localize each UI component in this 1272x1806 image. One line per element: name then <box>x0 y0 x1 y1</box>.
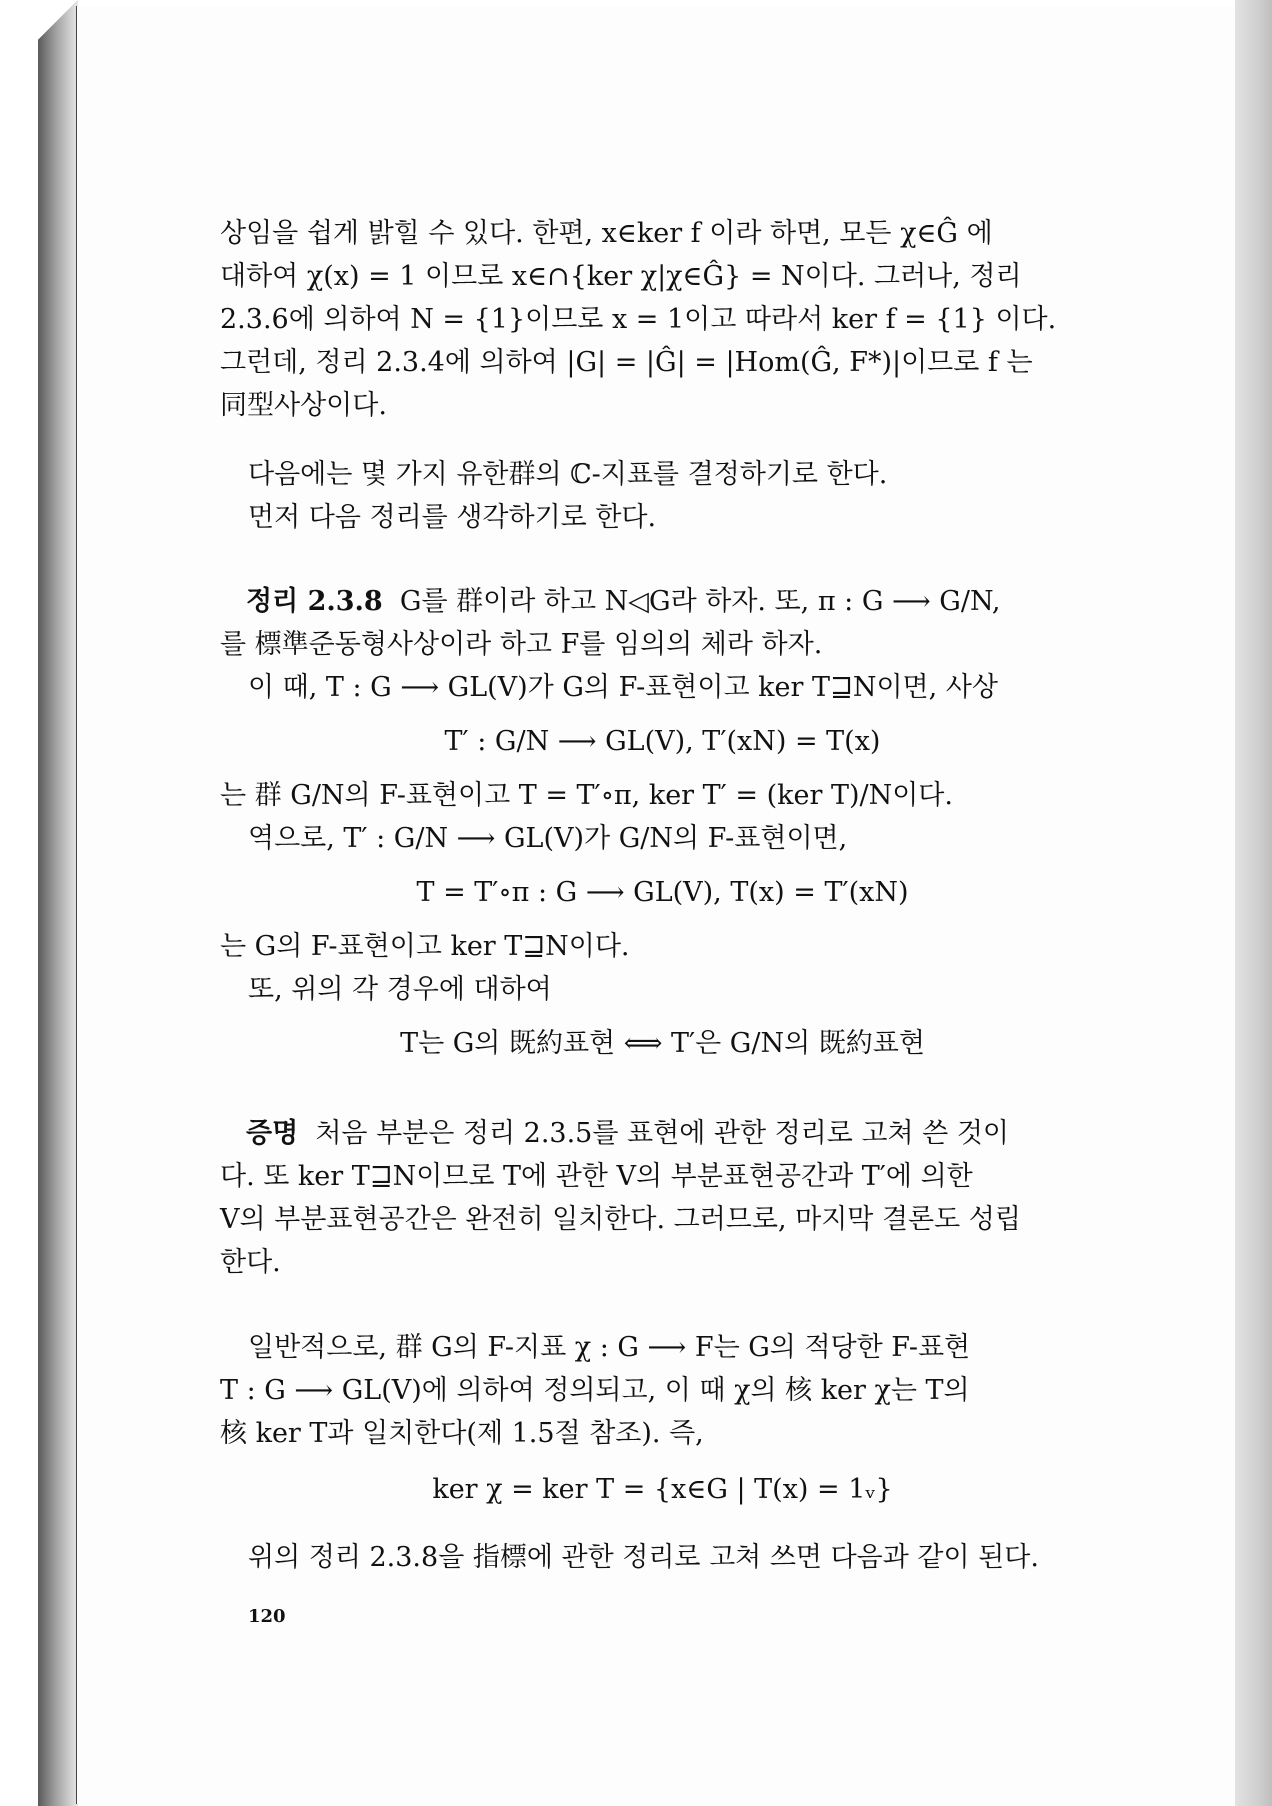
display-formula: ker χ = ker T = {x∈G | T(x) = 1ᵥ} <box>432 1474 893 1505</box>
theorem-label: 정리 2.3.8 <box>246 586 383 617</box>
text-line: 는 G의 F-표현이고 ker T⊒N이다. <box>220 931 630 962</box>
book-corner <box>38 0 78 40</box>
text-line: 한다. <box>220 1247 281 1278</box>
text-line: 2.3.6에 의하여 N = {1}이므로 x = 1이고 따라서 ker f = {1} 이다. <box>220 304 1057 335</box>
display-formula: T = T′∘π : G ⟶ GL(V), T(x) = T′(xN) <box>416 877 909 908</box>
book-spine <box>38 0 78 1806</box>
text-line: 위의 정리 2.3.8을 指標에 관한 정리로 고쳐 쓰면 다음과 같이 된다. <box>248 1542 1039 1573</box>
theorem-first-line <box>246 580 1000 623</box>
text-line: 또, 위의 각 경우에 대하여 <box>248 974 552 1005</box>
text-line: 를 標準준동형사상이라 하고 F를 임의의 체라 하자. <box>220 629 823 660</box>
text-line: 다. 또 ker T⊒N이므로 T에 관한 V의 부분표현공간과 T′에 의한 <box>220 1161 973 1192</box>
page-edge-shadow <box>1235 0 1272 1806</box>
proof-first-line <box>246 1112 1009 1155</box>
text-line: 同型사상이다. <box>220 390 387 421</box>
text-line: 대하여 χ(x) = 1 이므로 x∈∩{ker χ|χ∈Ĝ} = N이다. 그러나, 정리 <box>220 261 1022 292</box>
text-line: 다음에는 몇 가지 유한群의 ℂ-지표를 결정하기로 한다. <box>248 459 888 490</box>
text-line: 이 때, T : G ⟶ GL(V)가 G의 F-표현이고 ker T⊒N이면, 사상 <box>248 672 998 703</box>
display-formula: T는 G의 既約표현 ⟺ T′은 G/N의 既約표현 <box>400 1028 925 1059</box>
proof-text: 처음 부분은 정리 2.3.5를 표현에 관한 정리로 고쳐 쓴 것이 <box>315 1118 1010 1149</box>
text-line: 核 ker T과 일치한다(제 1.5절 참조). 즉, <box>220 1418 704 1449</box>
text-line: T : G ⟶ GL(V)에 의하여 정의되고, 이 때 χ의 核 ker χ는 T의 <box>220 1375 970 1406</box>
text-line: 상임을 쉽게 밝힐 수 있다. 한편, x∈ker f 이라 하면, 모든 χ∈Ĝ 에 <box>220 218 993 249</box>
page-number: 120 <box>248 1606 286 1627</box>
text-line: 역으로, T′ : G/N ⟶ GL(V)가 G/N의 F-표현이면, <box>248 823 848 854</box>
text-line: V의 부분표현공간은 완전히 일치한다. 그러므로, 마지막 결론도 성립 <box>220 1204 1021 1235</box>
text-line: 그런데, 정리 2.3.4에 의하여 |G| = |Ĝ| = |Hom(Ĝ, F*)|이므로 f 는 <box>220 347 1033 378</box>
display-formula: T′ : G/N ⟶ GL(V), T′(xN) = T(x) <box>444 726 881 757</box>
text-line: 일반적으로, 群 G의 F-지표 χ : G ⟶ F는 G의 적당한 F-표현 <box>248 1332 971 1363</box>
proof-label: 증명 <box>246 1118 299 1149</box>
theorem-text: G를 群이라 하고 N◁G라 하자. 또, π : G ⟶ G/N, <box>399 586 1001 617</box>
text-line: 먼저 다음 정리를 생각하기로 한다. <box>248 502 657 533</box>
text-line: 는 群 G/N의 F-표현이고 T = T′∘π, ker T′ = (ker T)/N이다. <box>220 780 953 811</box>
